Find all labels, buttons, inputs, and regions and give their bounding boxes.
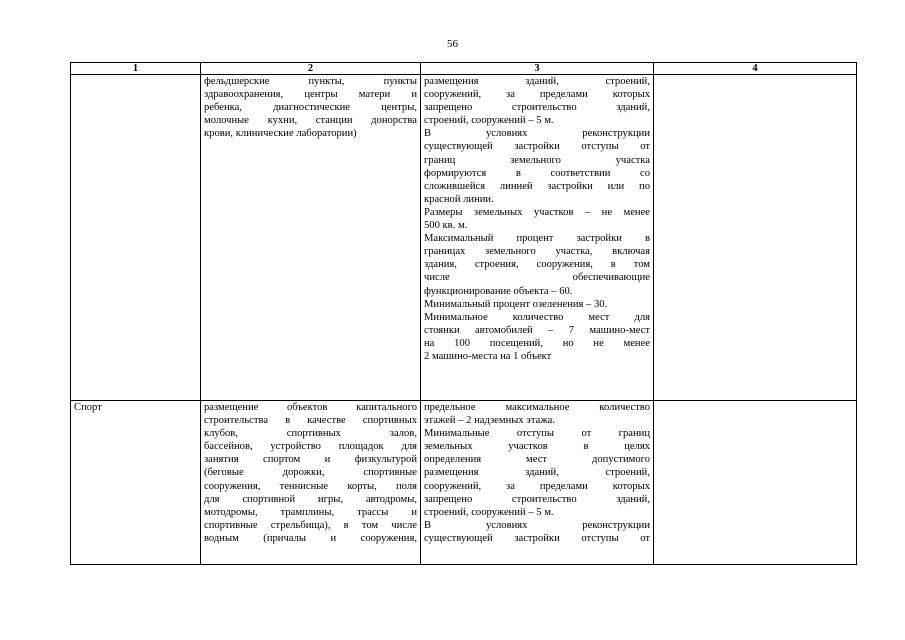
- text-line: строений, сооружений – 5 м.: [424, 506, 554, 518]
- text-line: строений, сооружений – 5 м.: [424, 115, 554, 127]
- column-header-4: 4: [654, 63, 857, 75]
- text-line: крови, клинические лаборатории): [204, 128, 357, 140]
- text-line: спортивные стрельбища), в том числе: [204, 519, 417, 531]
- text-line: предельное максимальное количество: [424, 402, 650, 413]
- land-use-name-cell: Спорт: [71, 401, 201, 565]
- text-line: клубов, спортивных залов,: [204, 428, 417, 440]
- page-number: 56: [447, 38, 458, 50]
- text-line: красной линии.: [424, 193, 494, 205]
- parameter-paragraph: [424, 311, 650, 363]
- text-line: для спортивной игры, автодромы,: [204, 493, 417, 505]
- zoning-regulations-table: [70, 62, 857, 565]
- text-line: существующей застройки отступы от: [424, 532, 650, 544]
- table-row: [71, 401, 857, 565]
- text-line: В условиях реконструкции: [424, 519, 650, 531]
- text-line: стоянки автомобилей – 7 машино-мест: [424, 324, 650, 336]
- text-line: определения мест допустимого: [424, 454, 650, 466]
- text-line: размещения зданий, строений,: [424, 76, 650, 87]
- text-line: (беговые дорожки, спортивные: [204, 467, 417, 479]
- text-line: В условиях реконструкции: [424, 128, 650, 140]
- parameter-paragraph: [424, 75, 650, 127]
- parameter-paragraph: [424, 206, 650, 232]
- text-line: сооружения, теннисные корты, поля: [204, 480, 417, 492]
- text-line: молочные кухни, станции донорства: [204, 115, 417, 127]
- parameter-paragraph: [424, 401, 650, 427]
- parameters-cell: [421, 401, 654, 565]
- text-line: Минимальный процент озеленения – 30.: [424, 298, 608, 310]
- text-line: здравоохранения, центры матери и: [204, 89, 417, 101]
- land-use-name-cell: [71, 75, 201, 401]
- text-line: Минимальные отступы от границ: [424, 428, 650, 440]
- text-line: размещения зданий, строений,: [424, 467, 650, 479]
- text-line: ребенка, диагностические центры,: [204, 102, 417, 114]
- text-line: существующей застройки отступы от: [424, 141, 650, 153]
- text-line: границ земельного участка: [424, 154, 650, 166]
- text-line: числе обеспечивающие: [424, 272, 650, 284]
- text-line: 2 машино-места на 1 объект: [424, 350, 552, 362]
- text-line: сооружений, за пределами которых: [424, 480, 650, 492]
- text-line: земельных участков в целях: [424, 441, 650, 453]
- text-line: мотодромы, трамплины, трассы и: [204, 506, 417, 518]
- text-line: этажей – 2 надземных этажа.: [424, 415, 555, 427]
- text-line: Размеры земельных участков – не менее: [424, 206, 650, 218]
- land-use-description-cell: [201, 75, 421, 401]
- restrictions-cell: [654, 401, 857, 565]
- parameter-paragraph: [424, 519, 650, 545]
- text-line: бассейнов, устройство площадок для: [204, 441, 417, 453]
- land-use-description-cell: [201, 401, 421, 565]
- parameter-paragraph: [424, 427, 650, 519]
- parameters-cell: [421, 75, 654, 401]
- text-line: функционирование объекта – 60.: [424, 285, 573, 297]
- text-line: фельдшерские пункты, пункты: [204, 76, 417, 87]
- parameter-paragraph: [424, 232, 650, 297]
- text-line: запрещено строительство зданий,: [424, 102, 650, 114]
- text-line: здания, строения, сооружения, в том: [424, 259, 650, 271]
- restrictions-cell: [654, 75, 857, 401]
- text-line: водным (причалы и сооружения,: [204, 532, 417, 544]
- text-line: границах земельного участка, включая: [424, 246, 650, 258]
- parameter-paragraph: [424, 127, 650, 206]
- text-line: запрещено строительство зданий,: [424, 493, 650, 505]
- column-header-2: 2: [201, 63, 421, 75]
- column-number-row: [71, 63, 857, 75]
- text-line: Максимальный процент застройки в: [424, 233, 650, 245]
- text-line: на 100 посещений, но не менее: [424, 337, 650, 349]
- column-header-3: 3: [421, 63, 654, 75]
- table-row: [71, 75, 857, 401]
- text-line: занятия спортом и физкультурой: [204, 454, 417, 466]
- text-line: сооружений, за пределами которых: [424, 89, 650, 101]
- text-line: сложившейся линией застройки или по: [424, 180, 650, 192]
- text-line: 500 кв. м.: [424, 220, 468, 232]
- text-line: размещение объектов капитального: [204, 402, 417, 413]
- column-header-1: 1: [71, 63, 201, 75]
- text-line: Минимальное количество мест для: [424, 311, 650, 323]
- text-line: формируются в соответствии со: [424, 167, 650, 179]
- text-line: строительства в качестве спортивных: [204, 415, 417, 427]
- parameter-paragraph: [424, 298, 650, 311]
